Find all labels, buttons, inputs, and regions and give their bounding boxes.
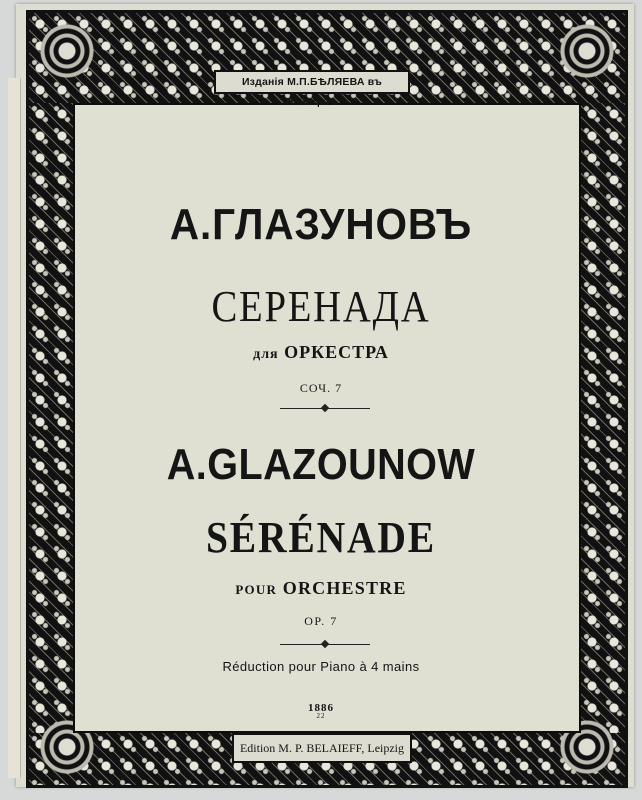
corner-rosette-top-right <box>557 21 617 81</box>
plate-number: 22 <box>316 712 326 720</box>
instrumentation-russian <box>0 342 642 363</box>
corner-rosette-top-left <box>37 21 97 81</box>
composer-french: A.GLAZOUNOW <box>166 440 476 489</box>
for-prefix-russian: для <box>253 347 279 362</box>
ornament-right <box>581 103 625 733</box>
title-french: SÉRÉNADE <box>205 513 437 562</box>
for-main-russian: ОРКЕСТРА <box>284 342 389 362</box>
for-main-french: ORCHESTRE <box>282 578 407 598</box>
title-panel <box>73 103 581 733</box>
publisher-plaque-bottom: Edition M. P. BELAIEFF, Leipzig <box>232 733 412 763</box>
title-russian: СЕРЕНАДА <box>211 282 431 331</box>
publication-year: 1886 <box>308 702 334 714</box>
opus-russian: СОЧ. 7 <box>299 381 343 395</box>
publisher-plaque-top: Изданія М.П.БѢЛЯЕВА въ Лейпцигѣ <box>214 70 410 94</box>
ornament-left <box>29 103 73 733</box>
for-prefix-french: POUR <box>235 582 278 597</box>
instrumentation-french <box>0 578 642 599</box>
opus-french: OP. 7 <box>304 614 338 628</box>
arrangement-note: Réduction pour Piano à 4 mains <box>222 659 420 674</box>
composer-russian: А.ГЛАЗУНОВЪ <box>169 200 473 249</box>
